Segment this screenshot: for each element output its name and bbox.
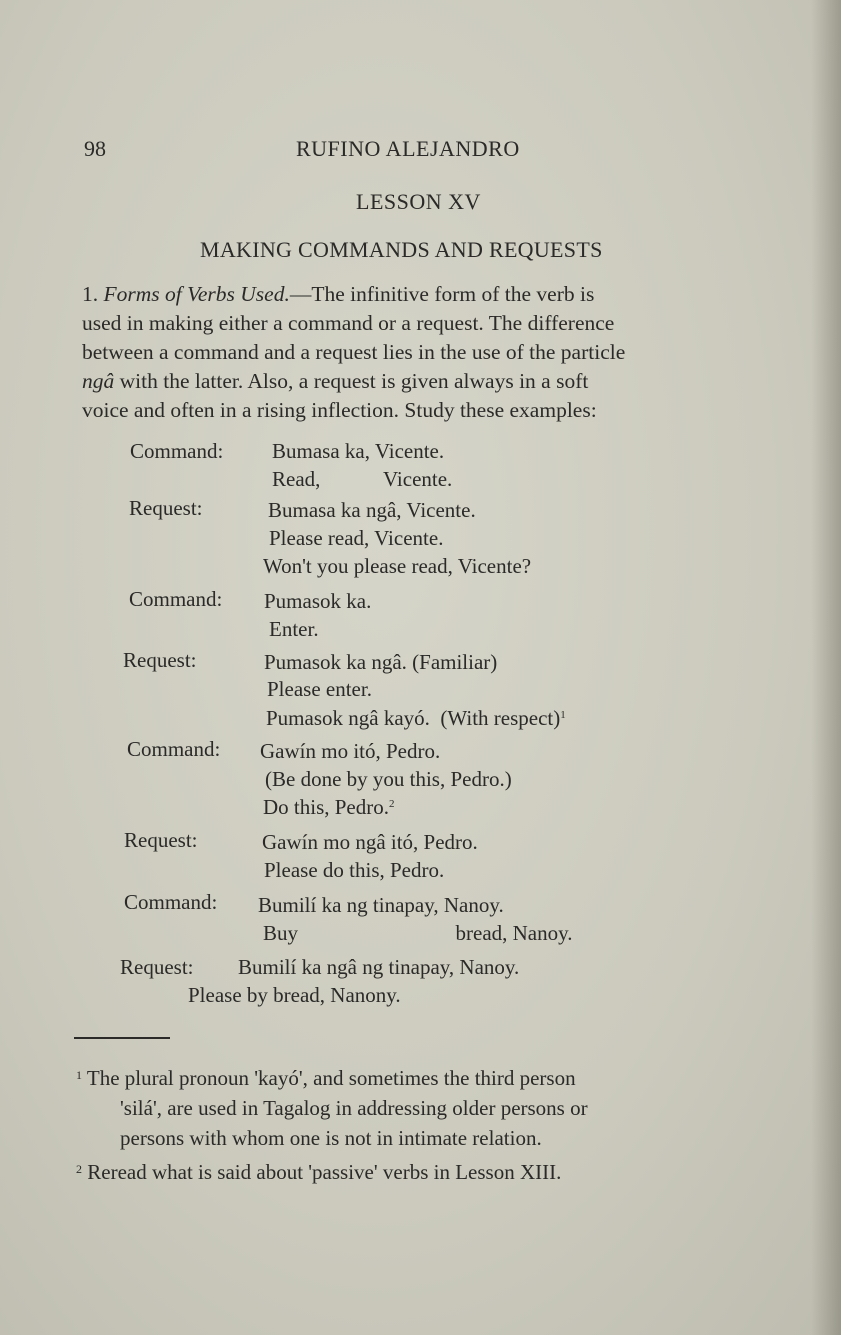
example-line: Pumasok ka. bbox=[264, 589, 372, 613]
paragraph-number: 1. bbox=[82, 282, 99, 306]
example-label: Request: bbox=[129, 496, 203, 520]
example-line: Buy bread, Nanoy. bbox=[263, 921, 573, 945]
paragraph-dash: — bbox=[289, 282, 312, 306]
footnote-line: persons with whom one is not in intimate relation. bbox=[120, 1126, 542, 1150]
paragraph-line-4 bbox=[82, 367, 772, 396]
example-line: Pumasok ngâ kayó. (With respect)$^1$ bbox=[266, 706, 566, 730]
lesson-title: LESSON XV bbox=[356, 189, 481, 214]
footnote-2 bbox=[76, 1160, 561, 1185]
example-label: Command: bbox=[124, 890, 218, 914]
paragraph-line-5: voice and often in a rising inflection. Study these examples: bbox=[82, 398, 597, 422]
example-line: Bumasa ka ngâ, Vicente. bbox=[268, 498, 476, 522]
paragraph-heading: Forms of Verbs Used. bbox=[103, 282, 290, 306]
paragraph-line-2: used in making either a command or a request. The difference bbox=[82, 311, 615, 335]
footnote-mark: 1 bbox=[76, 1068, 82, 1082]
footnote-line: Reread what is said about 'passive' verbs in Lesson XIII. bbox=[87, 1160, 562, 1184]
example-line: Please by bread, Nanony. bbox=[188, 983, 401, 1007]
paragraph-line-1 bbox=[82, 280, 772, 309]
paragraph-text: with the latter. Also, a request is given always in a soft bbox=[119, 369, 589, 393]
footnote-ref-2: 2 bbox=[389, 798, 395, 810]
example-line: Please read, Vicente. bbox=[269, 526, 444, 550]
paragraph-text: The infinitive form of the verb is bbox=[311, 282, 595, 306]
example-line: Please enter. bbox=[267, 677, 372, 701]
example-line: (Be done by you this, Pedro.) bbox=[265, 767, 512, 791]
footnote-1 bbox=[76, 1066, 576, 1091]
footnote-line: 'silá', are used in Tagalog in addressing older persons or bbox=[120, 1096, 588, 1120]
footnote-mark: 2 bbox=[76, 1162, 82, 1176]
example-label: Request: bbox=[123, 648, 197, 672]
example-line: Read, Vicente. bbox=[272, 467, 453, 491]
example-label: Command: bbox=[129, 587, 223, 611]
example-label: Command: bbox=[130, 439, 224, 463]
example-line: Pumasok ka ngâ. (Familiar) bbox=[264, 650, 498, 674]
example-label: Request: bbox=[124, 828, 198, 852]
page-number: 98 bbox=[84, 136, 106, 161]
intro-paragraph bbox=[82, 280, 772, 425]
example-line: Won't you please read, Vicente? bbox=[263, 554, 532, 578]
example-line: Bumilí ka ng tinapay, Nanoy. bbox=[258, 893, 504, 917]
footnote-divider bbox=[74, 1037, 170, 1039]
particle-nga: ngâ bbox=[82, 369, 115, 393]
example-label: Command: bbox=[127, 737, 221, 761]
example-line: Bumilí ka ngâ ng tinapay, Nanoy. bbox=[238, 955, 520, 979]
footnote-ref-1: 1 bbox=[560, 709, 566, 721]
footnote-line: The plural pronoun 'kayó', and sometimes the third person bbox=[86, 1066, 576, 1090]
example-line: Do this, Pedro.$^2$ bbox=[263, 795, 395, 819]
running-header-author: RUFINO ALEJANDRO bbox=[296, 136, 520, 161]
example-line: Bumasa ka, Vicente. bbox=[272, 439, 445, 463]
example-line: Please do this, Pedro. bbox=[264, 858, 445, 882]
example-line: Gawín mo itó, Pedro. bbox=[260, 739, 441, 763]
paragraph-line-3: between a command and a request lies in the use of the particle bbox=[82, 340, 626, 364]
example-line: Gawín mo ngâ itó, Pedro. bbox=[262, 830, 478, 854]
example-line: Enter. bbox=[269, 617, 319, 641]
example-label: Request: bbox=[120, 955, 194, 979]
section-title: MAKING COMMANDS AND REQUESTS bbox=[200, 237, 603, 262]
